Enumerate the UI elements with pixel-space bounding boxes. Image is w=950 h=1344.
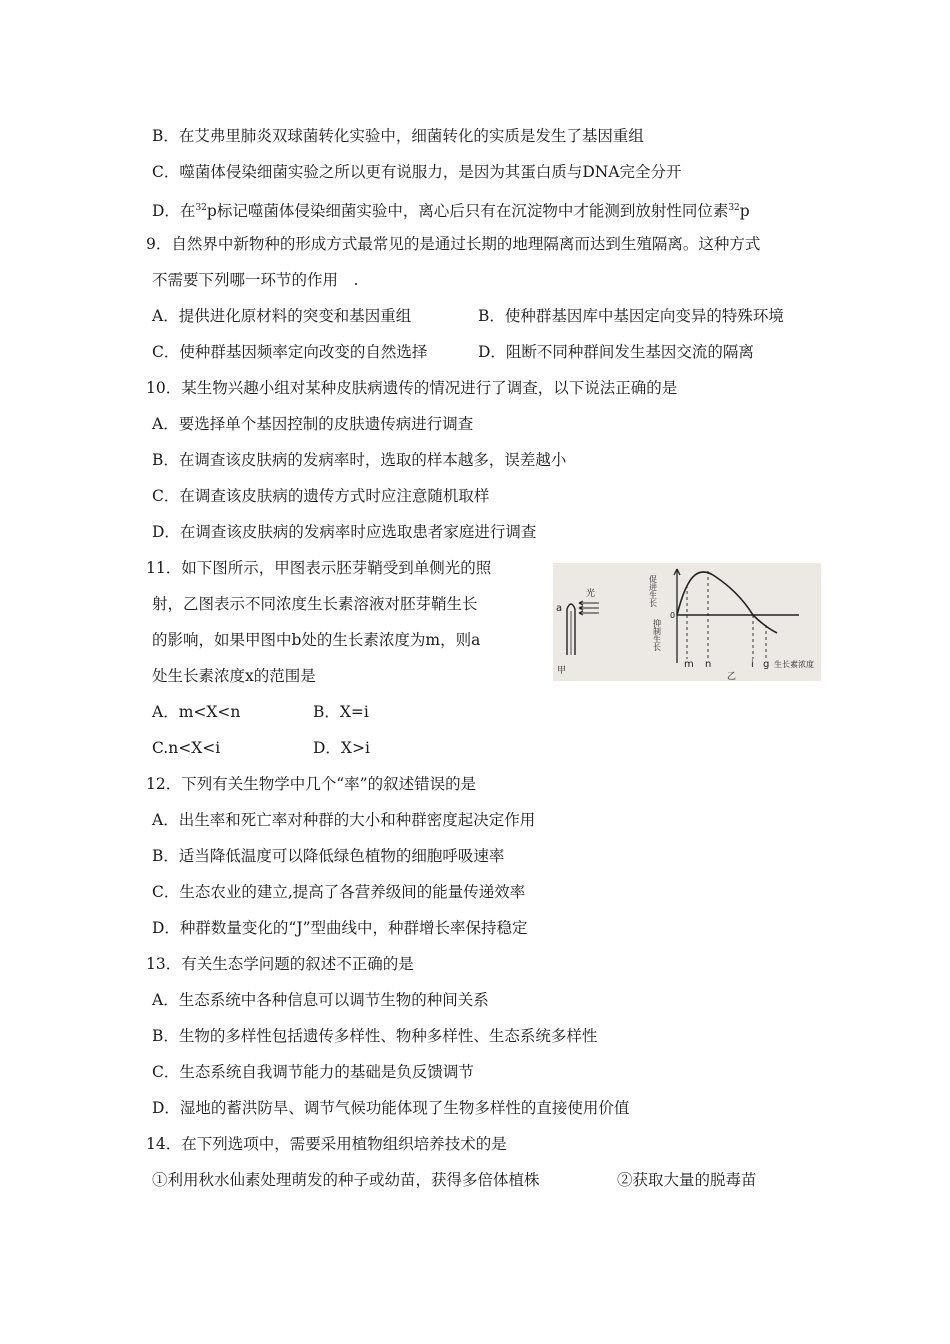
q11-figure bbox=[553, 563, 821, 681]
q14-option-1: ①利用秋水仙素处理萌发的种子或幼苗，获得多倍体植株 bbox=[152, 1171, 540, 1189]
tick-n: n bbox=[705, 659, 712, 670]
promote-label: 促进生长 bbox=[648, 575, 658, 607]
tick-m: m bbox=[684, 659, 694, 670]
q10-option-a: A．要选择单个基因控制的皮肤遗传病进行调查 bbox=[152, 415, 474, 433]
q9-option-b: B．使种群基因库中基因定向变异的特殊环境 bbox=[478, 307, 784, 325]
growth-curve-chart bbox=[649, 569, 815, 681]
label-jia: 甲 bbox=[557, 666, 567, 676]
q8-option-b: B．在艾弗里肺炎双球菌转化实验中，细菌转化的实质是发生了基因重组 bbox=[152, 127, 644, 145]
q12-option-d: D．种群数量变化的“J”型曲线中，种群增长率保持稳定 bbox=[152, 919, 528, 937]
q10-option-c: C．在调查该皮肤病的遗传方式时应注意随机取样 bbox=[152, 487, 490, 505]
q13-option-b: B．生物的多样性包括遗传多样性、物种多样性、生态系统多样性 bbox=[152, 1027, 598, 1045]
inhibit-label: 抑制生长 bbox=[652, 619, 662, 651]
q14-stem: 14．在下列选项中，需要采用植物组织培养技术的是 bbox=[146, 1135, 507, 1153]
q9-option-d: D．阻断不同种群间发生基因交流的隔离 bbox=[478, 343, 754, 361]
q11-option-c: C.n<X<i bbox=[152, 739, 221, 757]
q11-option-d: D．X>i bbox=[313, 739, 370, 757]
q11-option-a: A．m<X<n bbox=[152, 703, 241, 721]
q9-option-a: A．提供进化原材料的突变和基因重组 bbox=[152, 307, 412, 325]
q11-stem-line4: 处生长素浓度x的范围是 bbox=[152, 667, 316, 685]
q9-stem-line2: 不需要下列哪一环节的作用 . bbox=[152, 271, 359, 289]
q9-stem-line1: 9．自然界中新物种的形成方式最常见的是通过长期的地理隔离而达到生殖隔离。这种方式 bbox=[146, 235, 761, 253]
q10-option-d: D．在调查该皮肤病的发病率时应选取患者家庭进行调查 bbox=[152, 523, 537, 541]
q12-option-c: C．生态农业的建立,提高了各营养级间的能量传递效率 bbox=[152, 883, 526, 901]
q12-stem: 12．下列有关生物学中几个“率”的叙述错误的是 bbox=[146, 775, 477, 793]
label-a: a bbox=[556, 603, 563, 614]
coleoptile-diagram bbox=[556, 587, 599, 676]
origin-label: 0 bbox=[670, 611, 676, 620]
q13-option-c: C．生态系统自我调节能力的基础是负反馈调节 bbox=[152, 1063, 474, 1081]
q12-option-b: B．适当降低温度可以降低绿色植物的细胞呼吸速率 bbox=[152, 847, 505, 865]
tick-g: g bbox=[763, 659, 770, 670]
q11-stem-line2: 射，乙图表示不同浓度生长素溶液对胚芽鞘生长 bbox=[152, 595, 478, 613]
q8-option-c: C．噬菌体侵染细菌实验之所以更有说服力，是因为其蛋白质与DNA完全分开 bbox=[152, 163, 682, 181]
q11-option-b: B．X=i bbox=[313, 703, 369, 721]
x-axis-label: 生长素浓度 bbox=[774, 660, 814, 669]
q10-stem: 10．某生物兴趣小组对某种皮肤病遗传的情况进行了调查，以下说法正确的是 bbox=[146, 379, 678, 397]
q11-stem-line1: 11．如下图所示，甲图表示胚芽鞘受到单侧光的照 bbox=[146, 559, 492, 577]
q8-option-d: D．在$^{32}$p标记噬菌体侵染细菌实验中，离心后只有在沉淀物中才能测到放射性同位素$^{32}$p bbox=[152, 202, 750, 220]
q14-option-2: ②获取大量的脱毒苗 bbox=[617, 1171, 757, 1189]
label-yi: 乙 bbox=[727, 672, 737, 681]
q11-stem-line3: 的影响，如果甲图中b处的生长素浓度为m，则a bbox=[152, 631, 481, 649]
q10-option-b: B．在调查该皮肤病的发病率时，选取的样本越多，误差越小 bbox=[152, 451, 567, 469]
q13-stem: 13．有关生态学问题的叙述不正确的是 bbox=[146, 955, 414, 973]
q13-option-a: A．生态系统中各种信息可以调节生物的种间关系 bbox=[152, 991, 489, 1009]
light-label: 光 bbox=[586, 589, 596, 599]
q13-option-d: D．湿地的蓄洪防旱、调节气候功能体现了生物多样性的直接使用价值 bbox=[152, 1099, 630, 1117]
q9-option-c: C．使种群基因频率定向改变的自然选择 bbox=[152, 343, 428, 361]
q12-option-a: A．出生率和死亡率对种群的大小和种群密度起决定作用 bbox=[152, 811, 536, 829]
tick-i: i bbox=[751, 659, 754, 670]
